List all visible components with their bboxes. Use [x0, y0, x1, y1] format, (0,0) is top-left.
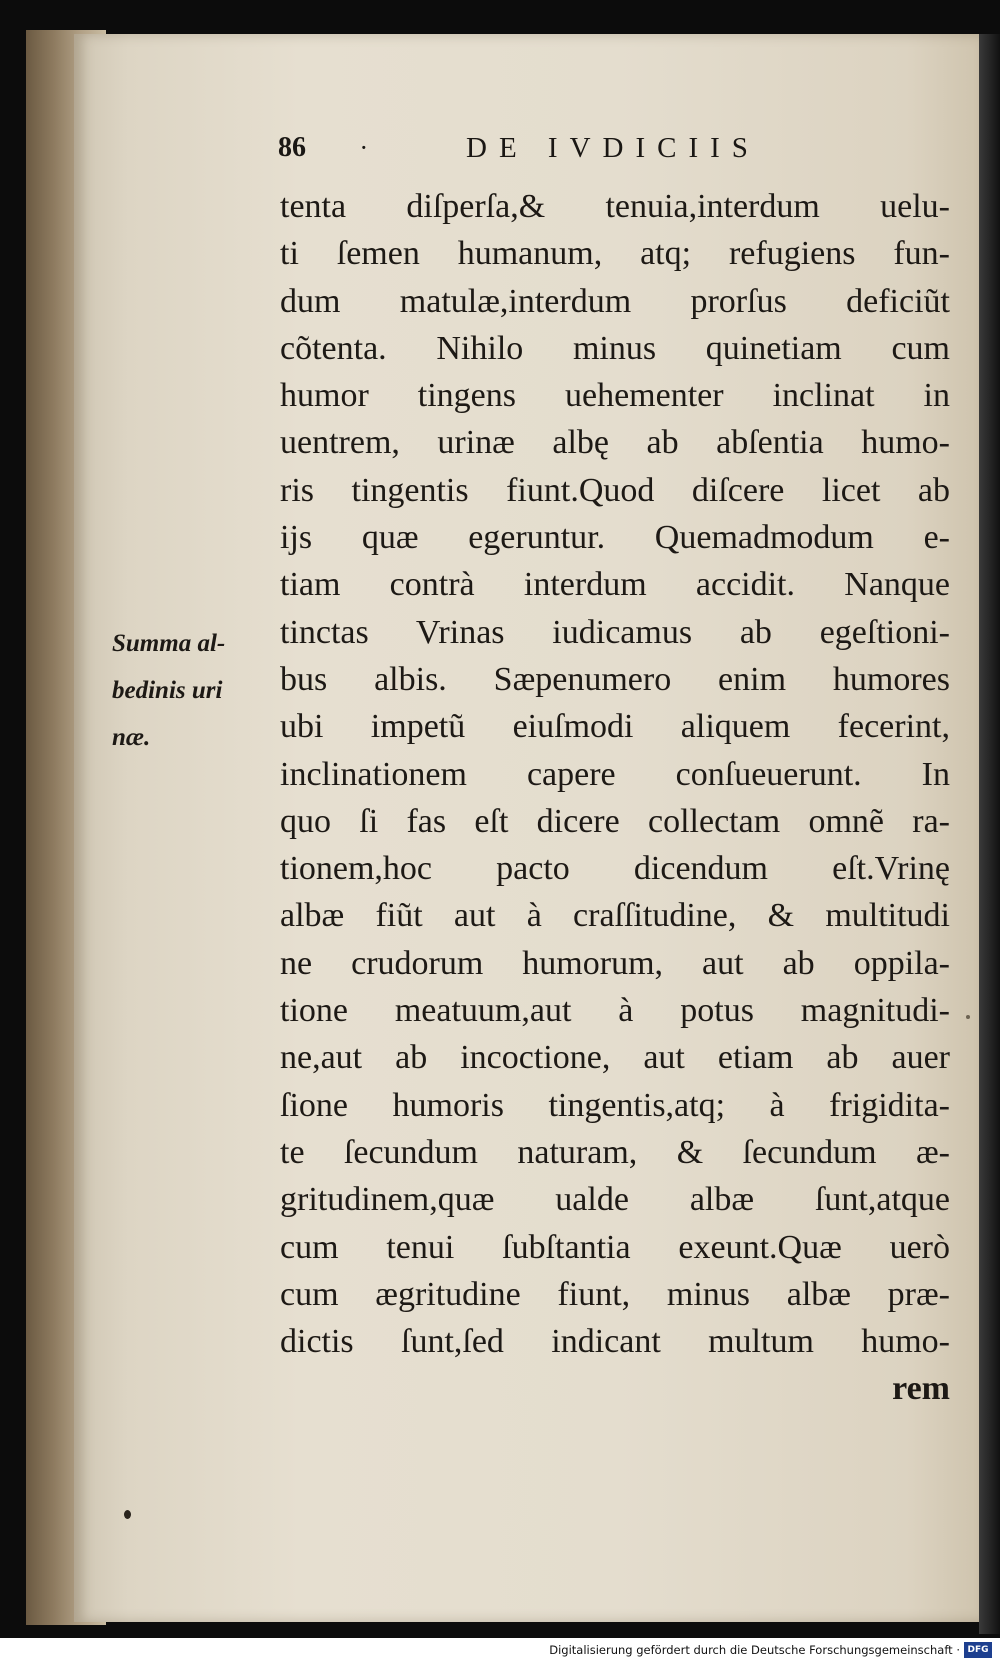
text-line: humor tingens uehementer inclinat in [280, 377, 950, 415]
text-line: ne,aut ab incoctione, aut etiam ab auer [280, 1039, 950, 1077]
text-line: gritudinem,quæ ualde albæ ſunt,atque [280, 1181, 950, 1219]
text-line: ne crudorum humorum, aut ab oppila- [280, 944, 950, 982]
text-line: uentrem, urinæ albę ab abſentia humo- [280, 424, 950, 462]
marginal-note-line: næ. [112, 724, 151, 751]
text-line: bus albis. Sæpenumero enim humores [280, 660, 950, 698]
text-line: inclinationem capere conſueuerunt. In [280, 755, 950, 793]
ink-speck [966, 1015, 970, 1019]
text-line: quo ſi fas eſt dicere collectam omnẽ ra- [280, 802, 950, 840]
footer-strip [0, 1638, 1000, 1666]
text-line: tinctas Vrinas iudicamus ab egeſtioni- [280, 613, 950, 651]
text-line: tiam contrà interdum accidit. Nanque [280, 566, 950, 604]
text-line: ubi impetũ eiuſmodi aliquem fecerint, [280, 708, 950, 746]
marginal-note-line: bedinis uri [112, 677, 223, 704]
text-line: ris tingentis fiunt.Quod diſcere licet ab [280, 471, 950, 509]
marginal-note [112, 620, 262, 761]
page-header [270, 132, 950, 176]
text-line: dum matulæ,interdum prorſus deficiũt [280, 282, 950, 320]
text-line: tionem,hoc pacto dicendum eſt.Vrinę [280, 850, 950, 888]
text-line: ſione humoris tingentis,atq; à frigidita- [280, 1086, 950, 1124]
page-number: 86 [278, 132, 306, 163]
text-line: albæ fiũt aut à craſſitudine, & multitudi [280, 897, 950, 935]
catchword: rem [892, 1370, 950, 1408]
text-line: ti ſemen humanum, atq; refugiens fun- [280, 235, 950, 273]
marginal-note-line: Summa al- [112, 630, 226, 657]
text-line: cum ægritudine fiunt, minus albæ præ- [280, 1275, 950, 1313]
text-line: cum tenui ſubſtantia exeunt.Quæ uerò [280, 1228, 950, 1266]
text-line: tione meatuum,aut à potus magnitudi- [280, 992, 950, 1030]
body-text [280, 183, 950, 1413]
funding-credit: Digitalisierung gefördert durch die Deutsche Forschungsgemeinschaft · [549, 1643, 960, 1657]
text-line: dictis ſunt,ſed indicant multum humo- [280, 1323, 950, 1361]
dfg-logo-icon: DFG [964, 1642, 992, 1658]
header-separator: · [360, 134, 368, 162]
text-line: tenta diſperſa,& tenuia,interdum uelu- [280, 188, 950, 225]
text-line: te ſecundum naturam, & ſecundum æ- [280, 1133, 950, 1171]
ink-mark [124, 1510, 131, 1519]
text-line: cõtenta. Nihilo minus quinetiam cum [280, 329, 950, 367]
right-shadow [979, 34, 1000, 1634]
running-head: DE IVDICIIS [466, 132, 760, 164]
text-line: ijs quæ egeruntur. Quemadmodum e- [280, 519, 950, 557]
